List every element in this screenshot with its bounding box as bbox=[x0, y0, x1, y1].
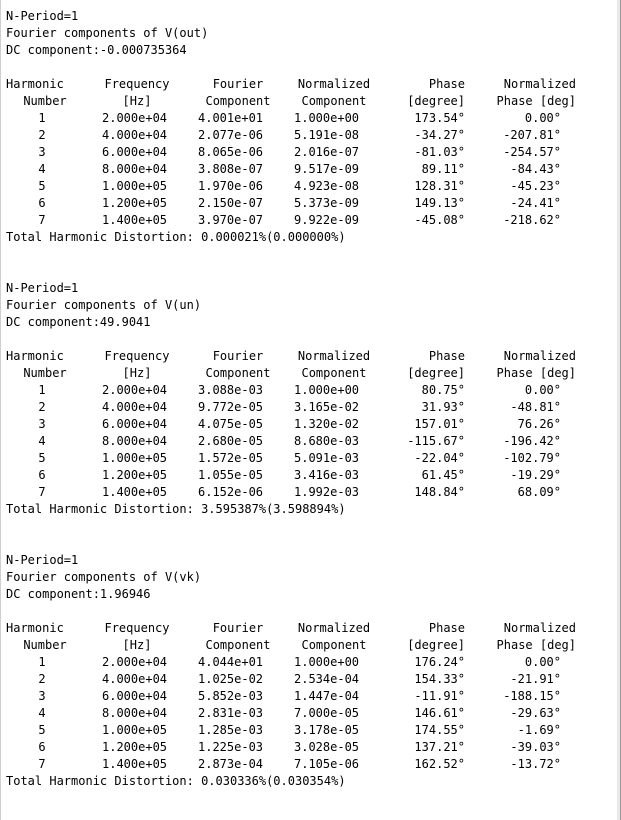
spacer bbox=[6, 603, 618, 620]
table-cell: 6.000e+04 bbox=[102, 417, 168, 431]
column-header: Normalized bbox=[297, 349, 371, 363]
table-cell: 2.016e-07 bbox=[294, 145, 360, 159]
table-cell: 4.923e-08 bbox=[294, 179, 360, 193]
table-cell: -115.67° bbox=[407, 434, 465, 448]
table-cell: 3.088e-03 bbox=[198, 383, 264, 397]
table-cell: 4.001e+01 bbox=[198, 111, 264, 125]
table-cell: 9.922e-09 bbox=[294, 213, 360, 227]
table-cell: 1.320e-02 bbox=[294, 417, 360, 431]
spacer bbox=[6, 518, 618, 552]
table-cell: 1.572e-05 bbox=[198, 451, 264, 465]
table-cell: 1.225e-03 bbox=[198, 740, 264, 754]
table-cell: 0.00° bbox=[524, 111, 561, 125]
table-cell: 3 bbox=[38, 145, 46, 159]
table-cell: 9.772e-05 bbox=[198, 400, 264, 414]
table-row bbox=[6, 127, 618, 144]
table-cell: -188.15° bbox=[503, 689, 561, 703]
table-cell: 2 bbox=[38, 400, 46, 414]
table-cell: 1 bbox=[38, 111, 46, 125]
table-cell: 6 bbox=[38, 196, 46, 210]
table-cell: 4 bbox=[38, 162, 46, 176]
column-header: Phase bbox=[428, 621, 465, 635]
table-cell: 1.200e+05 bbox=[102, 468, 168, 482]
table-cell: 173.54° bbox=[414, 111, 465, 125]
table-cell: 4.000e+04 bbox=[102, 400, 168, 414]
table-cell: 9.517e-09 bbox=[294, 162, 360, 176]
table-cell: 2.680e-05 bbox=[198, 434, 264, 448]
table-cell: 1.000e+05 bbox=[102, 179, 168, 193]
table-cell: 5.852e-03 bbox=[198, 689, 264, 703]
column-header: [Hz] bbox=[122, 638, 152, 652]
column-header: Component bbox=[301, 638, 367, 652]
table-cell: 4 bbox=[38, 706, 46, 720]
table-row bbox=[6, 110, 618, 127]
column-header: Component bbox=[205, 94, 271, 108]
harmonics-table bbox=[6, 348, 618, 501]
table-cell: 3 bbox=[38, 689, 46, 703]
table-row bbox=[6, 739, 618, 756]
table-cell: 174.55° bbox=[414, 723, 465, 737]
table-cell: 1.447e-04 bbox=[294, 689, 360, 703]
table-row bbox=[6, 399, 618, 416]
table-row bbox=[6, 705, 618, 722]
table-header-row bbox=[6, 348, 618, 365]
table-cell: 61.45° bbox=[421, 468, 465, 482]
table-cell: 8.000e+04 bbox=[102, 706, 168, 720]
table-cell: 8.000e+04 bbox=[102, 434, 168, 448]
table-cell: 2.000e+04 bbox=[102, 655, 168, 669]
table-cell: 2.873e-04 bbox=[198, 757, 264, 771]
fourier-section bbox=[6, 8, 618, 280]
table-cell: 2.831e-03 bbox=[198, 706, 264, 720]
table-cell: -1.69° bbox=[517, 723, 561, 737]
table-row bbox=[6, 467, 618, 484]
table-cell: 137.21° bbox=[414, 740, 465, 754]
table-cell: 1.400e+05 bbox=[102, 757, 168, 771]
table-cell: 0.00° bbox=[524, 655, 561, 669]
table-cell: 7.105e-06 bbox=[294, 757, 360, 771]
table-cell: 6 bbox=[38, 740, 46, 754]
table-row bbox=[6, 161, 618, 178]
harmonics-table bbox=[6, 620, 618, 773]
table-cell: 7 bbox=[38, 213, 46, 227]
table-cell: -102.79° bbox=[503, 451, 561, 465]
column-header: Harmonic bbox=[6, 77, 64, 91]
table-cell: -21.91° bbox=[510, 672, 561, 686]
total-harmonic-distortion: Total Harmonic Distortion: 3.595387%(3.598894%) bbox=[6, 502, 346, 516]
table-row bbox=[6, 382, 618, 399]
column-header: Phase bbox=[428, 349, 465, 363]
table-cell: 5.091e-03 bbox=[294, 451, 360, 465]
column-header: Normalized bbox=[297, 77, 371, 91]
table-cell: 0.00° bbox=[524, 383, 561, 397]
table-cell: 2.000e+04 bbox=[102, 111, 168, 125]
table-cell: 8.065e-06 bbox=[198, 145, 264, 159]
table-cell: 1.285e-03 bbox=[198, 723, 264, 737]
section-title: Fourier components of V(out) bbox=[6, 26, 209, 40]
table-cell: 2.000e+04 bbox=[102, 383, 168, 397]
column-header: Number bbox=[23, 366, 67, 380]
section-title: Fourier components of V(un) bbox=[6, 298, 202, 312]
column-header: Normalized bbox=[503, 621, 576, 635]
spacer bbox=[6, 331, 618, 348]
column-header: Number bbox=[23, 638, 67, 652]
table-cell: -29.63° bbox=[510, 706, 561, 720]
table-cell: 1.970e-06 bbox=[198, 179, 264, 193]
table-cell: 6 bbox=[38, 468, 46, 482]
fourier-output-text bbox=[6, 8, 618, 790]
table-cell: 6.000e+04 bbox=[102, 145, 168, 159]
table-cell: 80.75° bbox=[421, 383, 465, 397]
table-cell: -45.08° bbox=[414, 213, 465, 227]
table-cell: -34.27° bbox=[414, 128, 465, 142]
table-cell: 7 bbox=[38, 757, 46, 771]
table-cell: 2 bbox=[38, 128, 46, 142]
table-cell: 4 bbox=[38, 434, 46, 448]
column-header: [Hz] bbox=[122, 94, 152, 108]
dc-component: DC component:-0.000735364 bbox=[6, 43, 187, 57]
table-cell: 1.000e+00 bbox=[294, 111, 360, 125]
dc-component: DC component:49.9041 bbox=[6, 315, 151, 329]
section-title: Fourier components of V(vk) bbox=[6, 570, 202, 584]
table-cell: -39.03° bbox=[510, 740, 561, 754]
column-header: Normalized bbox=[297, 621, 371, 635]
nperiod-line: N-Period=1 bbox=[6, 281, 79, 295]
table-row bbox=[6, 671, 618, 688]
column-header: Phase [deg] bbox=[496, 366, 576, 380]
table-cell: 6.152e-06 bbox=[198, 485, 264, 499]
total-harmonic-distortion: Total Harmonic Distortion: 0.000021%(0.000000%) bbox=[6, 230, 346, 244]
table-cell: 1.400e+05 bbox=[102, 213, 168, 227]
table-row bbox=[6, 433, 618, 450]
table-cell: 5 bbox=[38, 723, 46, 737]
table-cell: -196.42° bbox=[503, 434, 561, 448]
table-cell: 3.028e-05 bbox=[294, 740, 360, 754]
table-header-row bbox=[6, 620, 618, 637]
total-harmonic-distortion: Total Harmonic Distortion: 0.030336%(0.030354%) bbox=[6, 774, 346, 788]
column-header: Phase [deg] bbox=[496, 638, 576, 652]
column-header: [degree] bbox=[407, 366, 465, 380]
table-cell: 2 bbox=[38, 672, 46, 686]
table-row bbox=[6, 144, 618, 161]
fourier-section bbox=[6, 280, 618, 552]
table-cell: 1.400e+05 bbox=[102, 485, 168, 499]
column-header: Frequency bbox=[104, 621, 170, 635]
column-header: [degree] bbox=[407, 94, 465, 108]
table-cell: 68.09° bbox=[517, 485, 561, 499]
column-header: Normalized bbox=[503, 349, 576, 363]
table-cell: 3.808e-07 bbox=[198, 162, 264, 176]
table-cell: 31.93° bbox=[421, 400, 465, 414]
table-row bbox=[6, 654, 618, 671]
vertical-scrollbar[interactable] bbox=[617, 0, 620, 820]
table-cell: 3 bbox=[38, 417, 46, 431]
table-cell: 1.200e+05 bbox=[102, 196, 168, 210]
table-cell: -19.29° bbox=[510, 468, 561, 482]
table-cell: 176.24° bbox=[414, 655, 465, 669]
table-row bbox=[6, 178, 618, 195]
table-cell: 1 bbox=[38, 383, 46, 397]
table-cell: -254.57° bbox=[503, 145, 561, 159]
column-header: Fourier bbox=[212, 77, 264, 91]
harmonics-table bbox=[6, 76, 618, 229]
column-header: Frequency bbox=[104, 349, 170, 363]
table-header-row bbox=[6, 93, 618, 110]
column-header: Phase bbox=[428, 77, 465, 91]
table-cell: 4.075e-05 bbox=[198, 417, 264, 431]
table-cell: 157.01° bbox=[414, 417, 465, 431]
table-cell: 6.000e+04 bbox=[102, 689, 168, 703]
table-cell: 1.000e+00 bbox=[294, 383, 360, 397]
column-header: Component bbox=[205, 366, 271, 380]
nperiod-line: N-Period=1 bbox=[6, 9, 79, 23]
table-cell: 1 bbox=[38, 655, 46, 669]
spacer bbox=[6, 59, 618, 76]
column-header: Fourier bbox=[212, 349, 264, 363]
column-header: Component bbox=[301, 94, 367, 108]
table-header-row bbox=[6, 76, 618, 93]
table-cell: -24.41° bbox=[510, 196, 561, 210]
table-cell: 3.178e-05 bbox=[294, 723, 360, 737]
table-cell: 146.61° bbox=[414, 706, 465, 720]
table-row bbox=[6, 756, 618, 773]
fourier-section bbox=[6, 552, 618, 790]
column-header: Number bbox=[23, 94, 67, 108]
column-header: Harmonic bbox=[6, 349, 64, 363]
table-cell: -11.91° bbox=[414, 689, 465, 703]
table-cell: 7 bbox=[38, 485, 46, 499]
nperiod-line: N-Period=1 bbox=[6, 553, 79, 567]
column-header: Fourier bbox=[212, 621, 264, 635]
table-cell: 1.025e-02 bbox=[198, 672, 264, 686]
column-header: Phase [deg] bbox=[496, 94, 576, 108]
table-cell: 4.000e+04 bbox=[102, 672, 168, 686]
table-cell: 3.165e-02 bbox=[294, 400, 360, 414]
column-header: Normalized bbox=[503, 77, 576, 91]
table-cell: 128.31° bbox=[414, 179, 465, 193]
table-row bbox=[6, 416, 618, 433]
column-header: [Hz] bbox=[122, 366, 152, 380]
table-row bbox=[6, 195, 618, 212]
table-cell: 149.13° bbox=[414, 196, 465, 210]
table-cell: 8.680e-03 bbox=[294, 434, 360, 448]
table-cell: 1.000e+00 bbox=[294, 655, 360, 669]
table-cell: 7.000e-05 bbox=[294, 706, 360, 720]
table-header-row bbox=[6, 365, 618, 382]
table-cell: 8.000e+04 bbox=[102, 162, 168, 176]
table-row bbox=[6, 484, 618, 501]
column-header: Component bbox=[205, 638, 271, 652]
table-cell: 4.044e+01 bbox=[198, 655, 264, 669]
column-header: Frequency bbox=[104, 77, 170, 91]
table-cell: 1.000e+05 bbox=[102, 451, 168, 465]
table-cell: 154.33° bbox=[414, 672, 465, 686]
table-cell: 5.373e-09 bbox=[294, 196, 360, 210]
table-cell: -45.23° bbox=[510, 179, 561, 193]
table-cell: 148.84° bbox=[414, 485, 465, 499]
table-row bbox=[6, 722, 618, 739]
table-cell: -218.62° bbox=[503, 213, 561, 227]
table-cell: 89.11° bbox=[421, 162, 465, 176]
table-cell: 2.534e-04 bbox=[294, 672, 360, 686]
spacer bbox=[6, 246, 618, 280]
table-row bbox=[6, 688, 618, 705]
table-cell: -13.72° bbox=[510, 757, 561, 771]
column-header: Harmonic bbox=[6, 621, 64, 635]
table-cell: 5 bbox=[38, 451, 46, 465]
table-cell: -84.43° bbox=[510, 162, 561, 176]
column-header: Component bbox=[301, 366, 367, 380]
table-cell: 1.055e-05 bbox=[198, 468, 264, 482]
table-cell: -22.04° bbox=[414, 451, 465, 465]
column-header: [degree] bbox=[407, 638, 465, 652]
table-cell: -48.81° bbox=[510, 400, 561, 414]
table-cell: 2.077e-06 bbox=[198, 128, 264, 142]
table-cell: 5 bbox=[38, 179, 46, 193]
table-cell: 1.992e-03 bbox=[294, 485, 360, 499]
table-cell: 5.191e-08 bbox=[294, 128, 360, 142]
table-cell: 162.52° bbox=[414, 757, 465, 771]
table-cell: 2.150e-07 bbox=[198, 196, 264, 210]
table-row bbox=[6, 212, 618, 229]
table-cell: 4.000e+04 bbox=[102, 128, 168, 142]
table-header-row bbox=[6, 637, 618, 654]
table-cell: 76.26° bbox=[517, 417, 561, 431]
table-row bbox=[6, 450, 618, 467]
dc-component: DC component:1.96946 bbox=[6, 587, 151, 601]
table-cell: 3.416e-03 bbox=[294, 468, 360, 482]
table-cell: -207.81° bbox=[503, 128, 561, 142]
table-cell: 1.000e+05 bbox=[102, 723, 168, 737]
table-cell: -81.03° bbox=[414, 145, 465, 159]
table-cell: 3.970e-07 bbox=[198, 213, 264, 227]
table-cell: 1.200e+05 bbox=[102, 740, 168, 754]
